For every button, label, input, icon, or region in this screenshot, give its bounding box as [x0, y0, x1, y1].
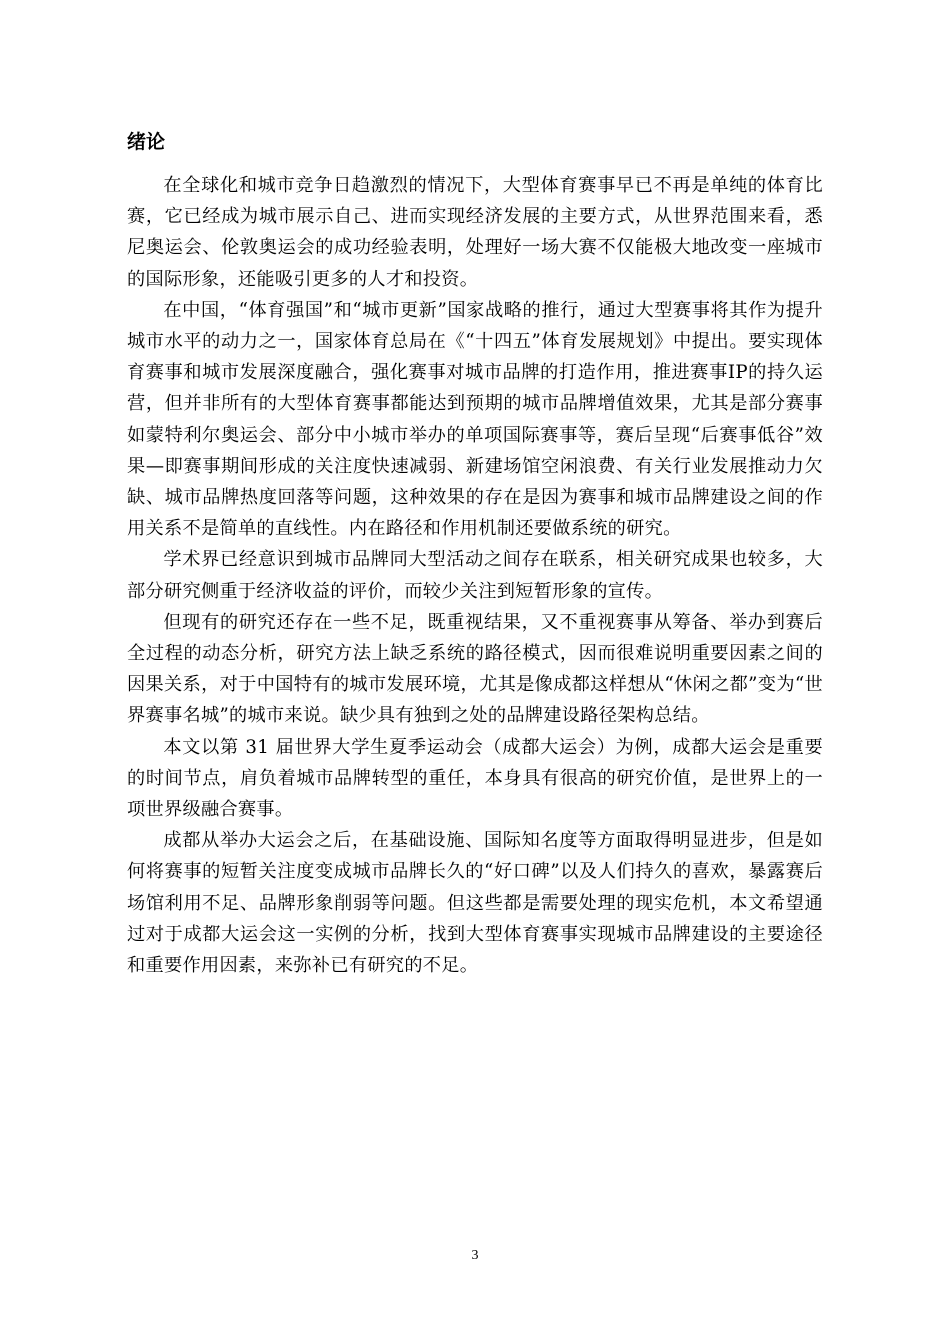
section-heading: 绪论 — [127, 131, 166, 153]
body-text — [127, 170, 823, 981]
paragraph-6: 成都从举办大运会之后，在基础设施、国际知名度等方面取得明显进步，但是如何将赛事的短暂关注度变成城市品牌长久的“好口碑”以及人们持久的喜欢，暴露赛后场馆利用不足、品牌形象削弱等问题。但这些都是需要处理的现实危机，本文希望通过对于成都大运会这一实例的分析，找到大型体育赛事实现城市品牌建设的主要途径和重要作用因素，来弥补已有研究的不足。 — [127, 830, 823, 977]
paragraph-2: 在中国，“体育强国”和“城市更新”国家战略的推行，通过大型赛事将其作为提升城市水平的动力之一，国家体育总局在《“十四五”体育发展规划》中提出。要实现体育赛事和城市发展深度融合，强化赛事对城市品牌的打造作用，推进赛事IP的持久运营，但并非所有的大型体育赛事都能达到预期的城市品牌增值效果，尤其是部分赛事如蒙特利尔奥运会、部分中小城市举办的单项国际赛事等，赛后呈现“后赛事低谷”效果—即赛事期间形成的关注度快速减弱、新建场馆空闲浪费、有关行业发展推动力欠缺、城市品牌热度回落等问题，这种效果的存在是因为赛事和城市品牌建设之间的作用关系不是简单的直线性。内在路径和作用机制还要做系统的研究。 — [127, 299, 823, 540]
paragraph-4: 但现有的研究还存在一些不足，既重视结果，又不重视赛事从筹备、举办到赛后全过程的动态分析，研究方法上缺乏系统的路径模式，因而很难说明重要因素之间的因果关系，对于中国特有的城市发展环境，尤其是像成都这样想从“休闲之都”变为“世界赛事名城”的城市来说。缺少具有独到之处的品牌建设路径架构总结。 — [127, 611, 823, 727]
paragraph-5: 本文以第 31 届世界大学生夏季运动会（成都大运会）为例，成都大运会是重要的时间节点，肩负着城市品牌转型的重任，本身具有很高的研究价值，是世界上的一项世界级融合赛事。 — [127, 736, 823, 821]
paragraph-1: 在全球化和城市竞争日趋激烈的情况下，大型体育赛事早已不再是单纯的体育比赛，它已经成为城市展示自己、进而实现经济发展的主要方式，从世界范围来看，悉尼奥运会、伦敦奥运会的成功经验表明，处理好一场大赛不仅能极大地改变一座城市的国际形象，还能吸引更多的人才和投资。 — [127, 175, 823, 290]
page-number: 3 — [471, 1248, 479, 1263]
paragraph-3: 学术界已经意识到城市品牌同大型活动之间存在联系，相关研究成果也较多，大部分研究侧重于经济收益的评价，而较少关注到短暂形象的宣传。 — [127, 549, 823, 602]
